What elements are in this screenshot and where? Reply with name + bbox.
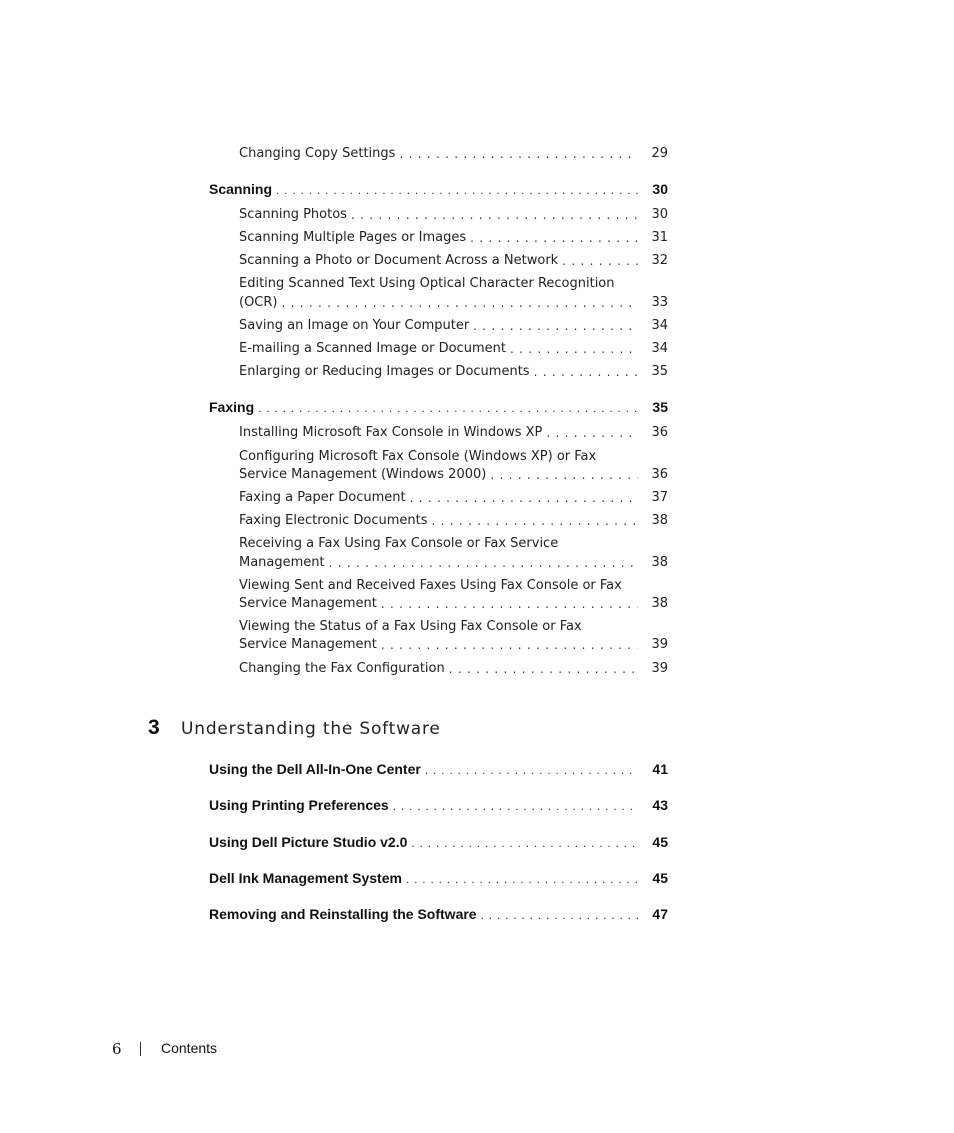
toc-entry-line1: Viewing the Status of a Fax Using Fax Console or Fax <box>239 619 582 634</box>
toc-entry-ocr[interactable] <box>239 295 668 310</box>
toc-entry-emailing-image[interactable] <box>239 341 668 356</box>
toc-entry-title: E-mailing a Scanned Image or Document <box>239 341 506 356</box>
toc-page-number: 35 <box>652 399 668 415</box>
toc-page-number: 33 <box>651 295 668 310</box>
toc-page-number: 32 <box>651 253 668 268</box>
chapter-number: 3 <box>148 716 160 739</box>
toc-page-number: 47 <box>652 906 668 922</box>
toc-page-number: 38 <box>651 555 668 570</box>
toc-entry-changing-fax-configuration[interactable] <box>239 661 668 676</box>
dot-leader <box>469 319 638 333</box>
toc-entry-title: (OCR) <box>239 295 278 310</box>
toc-entry-viewing-sent-received[interactable] <box>239 596 668 611</box>
toc-page-number: 30 <box>651 207 668 222</box>
toc-entry-title: Scanning Multiple Pages or Images <box>239 230 467 245</box>
toc-entry-title: Faxing Electronic Documents <box>239 513 428 528</box>
dot-leader <box>254 401 638 415</box>
toc-page-number: 43 <box>652 797 668 813</box>
toc-section-removing-reinstalling[interactable] <box>209 906 668 922</box>
toc-section-title: Scanning <box>209 181 273 197</box>
toc-entry-title: Enlarging or Reducing Images or Documents <box>239 364 530 379</box>
toc-entry-configuring-fax-console[interactable] <box>239 467 668 482</box>
toc-page-number: 30 <box>652 181 668 197</box>
dot-leader <box>558 254 638 268</box>
dot-leader <box>406 491 638 505</box>
toc-entry-enlarging-reducing[interactable] <box>239 364 668 379</box>
toc-entry-scanning-multiple-pages[interactable] <box>239 230 668 245</box>
toc-entry-title: Scanning a Photo or Document Across a Network <box>239 253 559 268</box>
toc-page-number: 41 <box>652 761 668 777</box>
toc-section-title: Using Dell Picture Studio v2.0 <box>209 834 408 850</box>
toc-section-faxing[interactable] <box>209 399 668 415</box>
toc-section-scanning[interactable] <box>209 181 668 197</box>
toc-entry-scanning-photos[interactable] <box>239 207 668 222</box>
toc-entry-title: Saving an Image on Your Computer <box>239 318 470 333</box>
dot-leader <box>377 597 638 611</box>
toc-entry-title: Service Management <box>239 596 377 611</box>
toc-page-number: 38 <box>651 596 668 611</box>
toc-page-number: 45 <box>652 834 668 850</box>
toc-entry-faxing-paper-document[interactable] <box>239 490 668 505</box>
toc-page-number: 35 <box>651 364 668 379</box>
toc-entry-title: Service Management (Windows 2000) <box>239 467 487 482</box>
dot-leader <box>506 342 638 356</box>
toc-page-number: 34 <box>651 318 668 333</box>
dot-leader <box>477 908 638 922</box>
dot-leader <box>278 296 639 310</box>
toc-page-number: 37 <box>651 490 668 505</box>
toc-page-number: 39 <box>651 661 668 676</box>
toc-entry-title: Changing Copy Settings <box>239 146 396 161</box>
toc-page-number: 39 <box>651 637 668 652</box>
toc-entry-title: Service Management <box>239 637 377 652</box>
toc-entry-changing-copy-settings[interactable] <box>239 146 668 161</box>
toc-entry-receiving-fax[interactable] <box>239 555 668 570</box>
dot-leader <box>402 872 638 886</box>
toc-entry-title: Faxing a Paper Document <box>239 490 406 505</box>
toc-section-printing-preferences[interactable] <box>209 797 668 813</box>
footer-label: Contents <box>161 1040 218 1056</box>
toc-section-title: Dell Ink Management System <box>209 870 402 886</box>
footer-divider <box>140 1042 141 1056</box>
toc-page-number: 29 <box>651 146 668 161</box>
dot-leader <box>347 208 638 222</box>
chapter-title: Understanding the Software <box>181 719 441 739</box>
toc-page-number: 45 <box>652 870 668 886</box>
dot-leader <box>377 638 638 652</box>
dot-leader <box>325 556 638 570</box>
toc-section-title: Faxing <box>209 399 255 415</box>
toc-page-number: 38 <box>651 513 668 528</box>
toc-section-ink-management[interactable] <box>209 870 668 886</box>
toc-entry-line1: Viewing Sent and Received Faxes Using Fax Console or Fax <box>239 578 622 593</box>
footer-page-number: 6 <box>112 1040 122 1058</box>
toc-entry-faxing-electronic-documents[interactable] <box>239 513 668 528</box>
toc-page-number: 34 <box>651 341 668 356</box>
toc-entry-installing-fax-console[interactable] <box>239 425 668 440</box>
dot-leader <box>395 147 638 161</box>
toc-section-title: Removing and Reinstalling the Software <box>209 906 477 922</box>
dot-leader <box>407 836 638 850</box>
dot-leader <box>486 468 638 482</box>
dot-leader <box>445 662 638 676</box>
toc-entry-scanning-across-network[interactable] <box>239 253 668 268</box>
toc-entry-viewing-status[interactable] <box>239 637 668 652</box>
toc-entry-line1: Editing Scanned Text Using Optical Character Recognition <box>239 276 615 291</box>
toc-entry-line1: Receiving a Fax Using Fax Console or Fax Service <box>239 536 559 551</box>
toc-entry-title: Installing Microsoft Fax Console in Windows XP <box>239 425 543 440</box>
dot-leader <box>530 365 638 379</box>
toc-entry-saving-image[interactable] <box>239 318 668 333</box>
toc-section-picture-studio[interactable] <box>209 834 668 850</box>
toc-entry-line1: Configuring Microsoft Fax Console (Windows XP) or Fax <box>239 449 597 464</box>
dot-leader <box>421 763 638 777</box>
toc-entry-title: Changing the Fax Configuration <box>239 661 445 676</box>
dot-leader <box>466 231 638 245</box>
dot-leader <box>428 514 638 528</box>
toc-page-number: 36 <box>651 467 668 482</box>
toc-entry-title: Scanning Photos <box>239 207 347 222</box>
toc-page-number: 31 <box>651 230 668 245</box>
toc-page-number: 36 <box>651 425 668 440</box>
toc-section-title: Using Printing Preferences <box>209 797 389 813</box>
dot-leader <box>272 183 638 197</box>
toc-section-all-in-one-center[interactable] <box>209 761 668 777</box>
toc-entry-title: Management <box>239 555 325 570</box>
toc-section-title: Using the Dell All-In-One Center <box>209 761 421 777</box>
dot-leader <box>542 426 638 440</box>
dot-leader <box>389 799 638 813</box>
